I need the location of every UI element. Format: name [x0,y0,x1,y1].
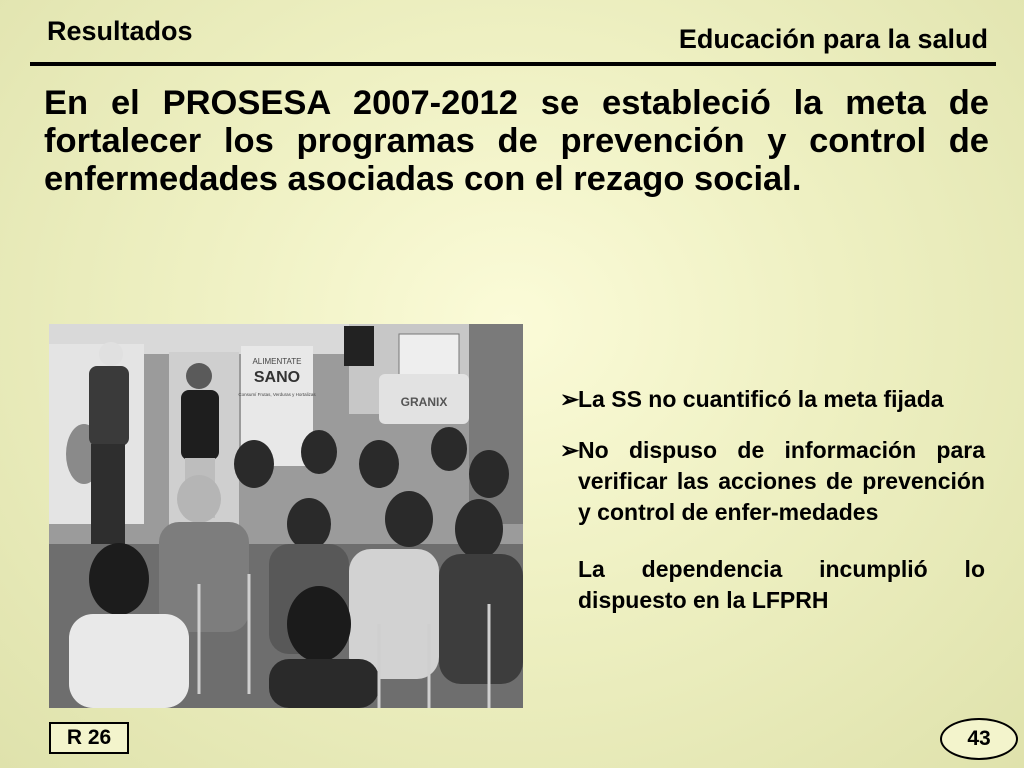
slide-topic: Educación para la salud [678,24,988,54]
banner-text-2: SANO [253,369,301,386]
findings-list [560,384,985,616]
banner-text-1: ALIMENTATE [252,357,302,366]
header-rule [30,62,996,66]
section-title: Resultados [47,16,193,46]
intro-paragraph: En el PROSESA 2007-2012 se estableció la meta de fortalecer los programas de prevención y control de enfermedades asociadas con el rezago social. [44,84,989,198]
finding-item [560,435,985,528]
conclusion-text: La dependencia incumplió lo dispuesto en la LFPRH [578,556,985,613]
page-number: 43 [940,718,1018,760]
finding-text: La SS no cuantificó la meta fijada [578,386,944,412]
event-photo [49,324,523,708]
finding-text: No dispuso de información para verificar las acciones de prevención y control de enfer-medades [578,437,985,525]
finding-item [560,384,985,415]
banner-text-4: GRANIX [400,395,448,409]
reference-label: R 26 [49,722,129,754]
banner-text-3: Consumí Frutas, Verduras y Hortalizas [238,392,316,397]
photo-illustration [49,324,523,708]
arrow-bullet-icon: ➢ [560,437,580,463]
arrow-bullet-icon: ➢ [560,386,580,412]
